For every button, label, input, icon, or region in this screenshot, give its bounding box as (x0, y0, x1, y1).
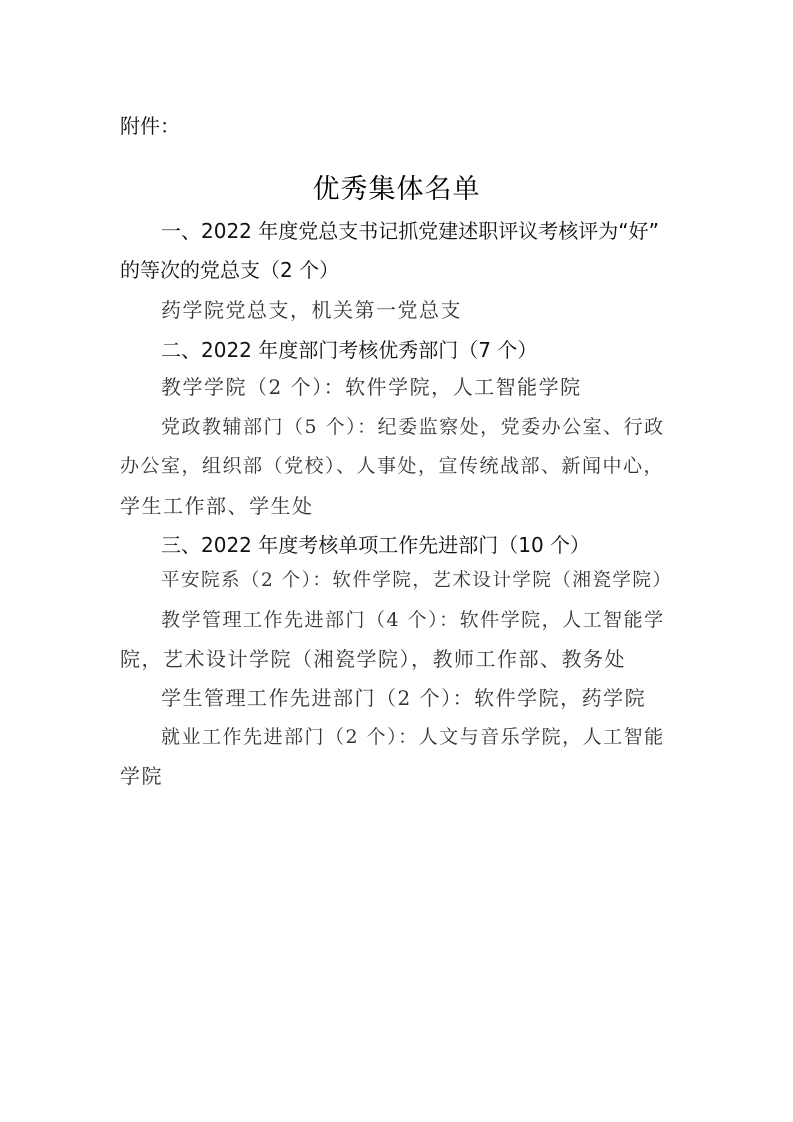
section-2-item-2-line-3: 学生工作部、学生处 (120, 494, 314, 518)
section-1-heading-line-1: 一、2022 年度党总支书记抓党建述职评议考核评为“好” (161, 219, 659, 243)
section-3-item-1: 平安院系（2 个）：软件学院，艺术设计学院（湘瓷学院） (161, 570, 673, 591)
section-3-item-2-line-1: 教学管理工作先进部门（4 个）：软件学院，人工智能学 (161, 609, 665, 631)
section-3-heading: 三、2022 年度考核单项工作先进部门（10 个） (161, 533, 591, 557)
section-1-item-1: 药学院党总支，机关第一党总支 (161, 298, 462, 322)
section-3-item-2-line-2: 院，艺术设计学院（湘瓷学院），教师工作部、教务处 (120, 647, 626, 671)
section-3-item-4-line-1: 就业工作先进部门（2 个）：人文与音乐学院，人工智能 (161, 726, 665, 748)
section-2-item-2-line-2: 办公室，组织部（党校）、人事处，宣传统战部、新闻中心， (120, 455, 665, 477)
document-title: 优秀集体名单 (312, 174, 481, 205)
section-2-item-1: 教学学院（2 个）：软件学院，人工智能学院 (161, 375, 582, 399)
attachment-label: 附件： (120, 114, 180, 138)
section-1-heading-line-2: 的等次的党总支（2 个） (120, 258, 340, 282)
section-3-item-3: 学生管理工作先进部门（2 个）：软件学院，药学院 (161, 686, 647, 710)
section-2-heading: 二、2022 年度部门考核优秀部门（7 个） (161, 338, 538, 362)
section-2-item-2-line-1: 党政教辅部门（5 个）：纪委监察处，党委办公室、行政 (161, 416, 665, 438)
section-3-item-4-line-2: 学院 (120, 764, 163, 788)
